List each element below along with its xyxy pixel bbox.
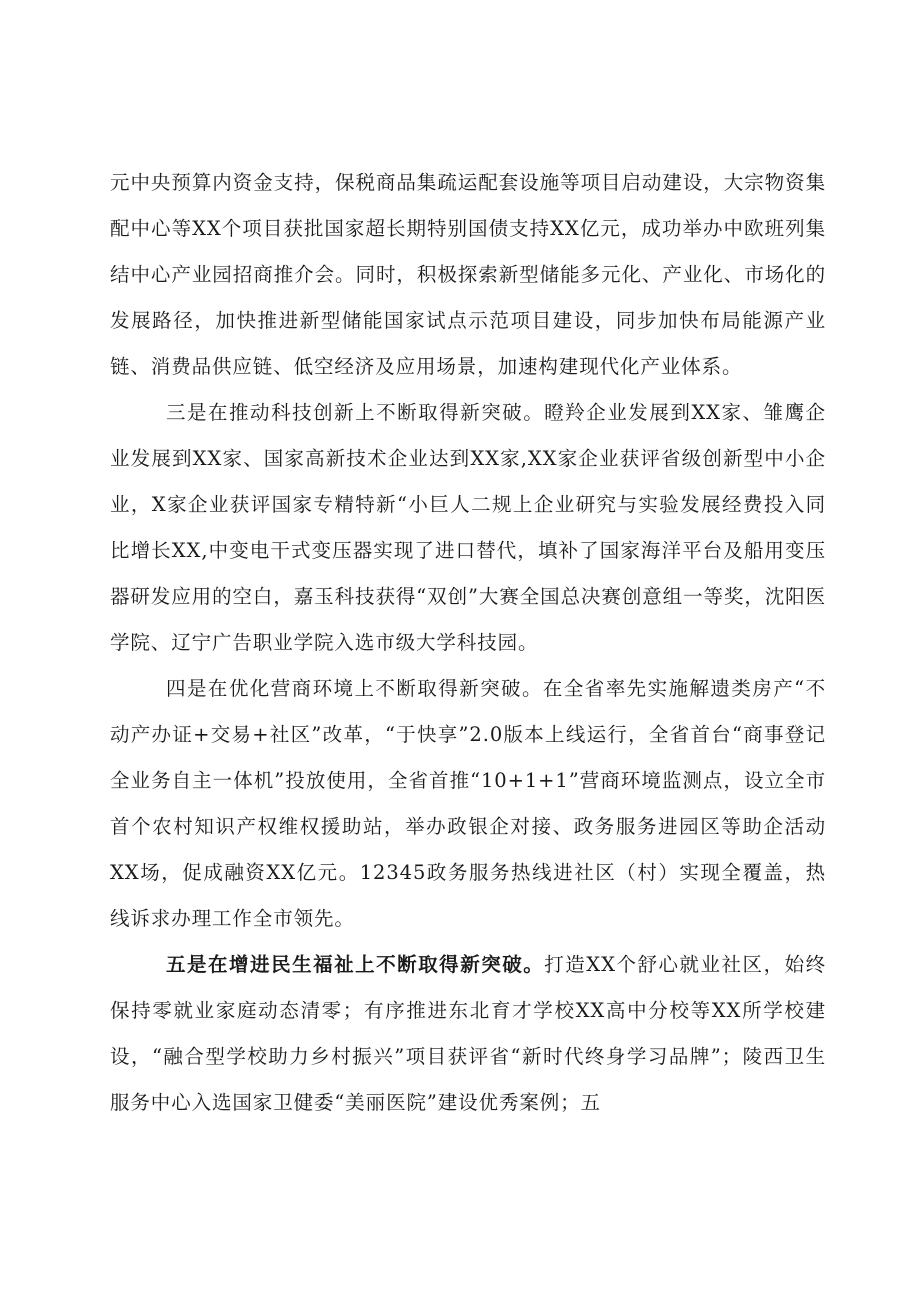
document-body — [110, 160, 826, 1126]
paragraph-text: 打造XX个舒心就业社区，始终保持零就业家庭动态清零；有序推进东北育才学校XX高中分校等XX所学校建设，“融合型学校助力乡村振兴”项目获评省“新时代终身学习品牌”；陵西卫生服务中心入选国家卫健委“美丽医院”建设优秀案例；五 — [110, 953, 826, 1114]
paragraph-business-environment — [110, 666, 826, 942]
paragraph-livelihood — [110, 942, 826, 1126]
paragraph-text: 三是在推动科技创新上不断取得新突破。瞪羚企业发展到XX家、雏鹰企业发展到XX家、国家高新技术企业达到XX家,XX家企业获评省级创新型中小企业，X家企业获评国家专精特新“小巨人二规上企业研究与实验发展经费投入同比增长XX,中变电干式变压器实现了进口替代，填补了国家海洋平台及船用变压器研发应用的空白，嘉玉科技获得“双创”大赛全国总决赛创意组一等奖，沈阳医学院、辽宁广告职业学院入选市级大学科技园。 — [110, 401, 826, 654]
paragraph-lead-heading: 五是在增进民生福祉上不断取得新突破。 — [166, 953, 545, 976]
paragraph-tech-innovation — [110, 390, 826, 666]
paragraph-text: 四是在优化营商环境上不断取得新突破。在全省率先实施解遗类房产“不动产办证+交易+社区”改革，“于快享”2.0版本上线运行，全省首台“商事登记全业务自主一体机”投放使用，全省首推“10+1+1”营商环境监测点，设立全市首个农村知识产权维权援助站，举办政银企对接、政务服务进园区等助企活动XX场，促成融资XX亿元。12345政务服务热线进社区（村）实现全覆盖，热线诉求办理工作全市领先。 — [110, 677, 826, 930]
paragraph-text: 元中央预算内资金支持，保税商品集疏运配套设施等项目启动建设，大宗物资集配中心等XX个项目获批国家超长期特别国债支持XX亿元，成功举办中欧班列集结中心产业园招商推介会。同时，积极探索新型储能多元化、产业化、市场化的发展路径，加快推进新型储能国家试点示范项目建设，同步加快布局能源产业链、消费品供应链、低空经济及应用场景，加速构建现代化产业体系。 — [110, 171, 826, 378]
paragraph-industry-continuation — [110, 160, 826, 390]
